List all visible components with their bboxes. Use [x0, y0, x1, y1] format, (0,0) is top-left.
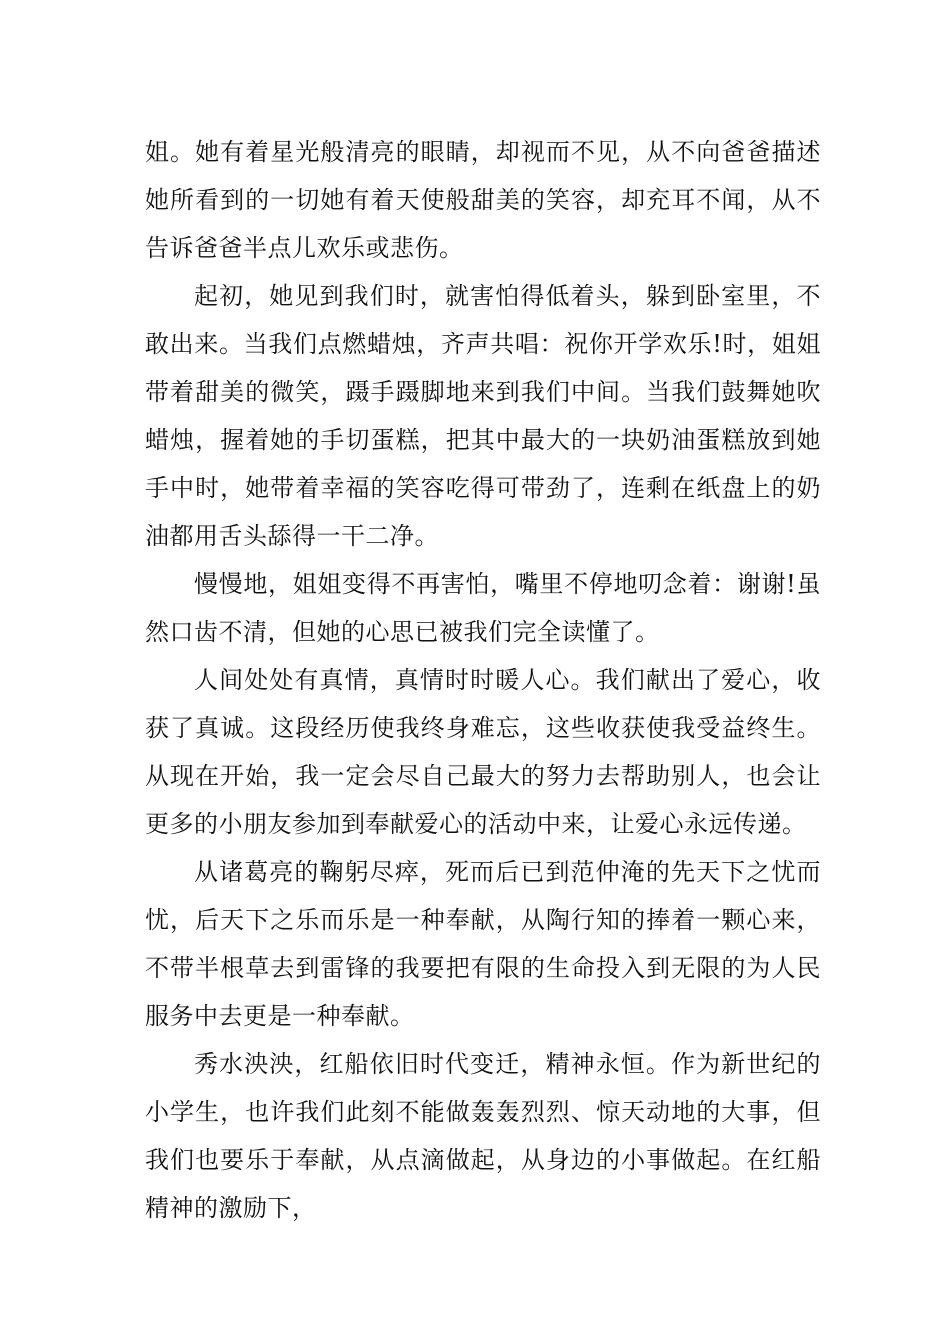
paragraph-dedication-examples: 从诸葛亮的鞠躬尽瘁，死而后已到范仲淹的先天下之忧而忧，后天下之乐而乐是一种奉献，从陶行知的捧着一颗心来，不带半根草去到雷锋的我要把有限的生命投入到无限的为人民服务中去更是一种奉献。	[145, 858, 821, 1030]
paragraph-true-feelings: 人间处处有真情，真情时时暖人心。我们献出了爱心，收获了真诚。这段经历使我终身难忘，这些收获使我受益终生。从现在开始，我一定会尽自己最大的努力去帮助别人，也会让更多的小朋友参加到奉献爱心的活动中来，让爱心永远传递。	[145, 666, 821, 838]
paragraph-thanks: 慢慢地，姐姐变得不再害怕，嘴里不停地叨念着：谢谢!虽然口齿不清，但她的心思已被我们完全读懂了。	[145, 570, 821, 646]
paragraph-continuation: 姐。她有着星光般清亮的眼睛，却视而不见，从不向爸爸描述她所看到的一切她有着天使般甜美的笑容，却充耳不闻，从不告诉爸爸半点儿欢乐或悲伤。	[145, 138, 821, 262]
paragraph-birthday-party: 起初，她见到我们时，就害怕得低着头，躲到卧室里，不敢出来。当我们点燃蜡烛，齐声共唱：祝你开学欢乐!时，姐姐带着甜美的微笑，蹑手蹑脚地来到我们中间。当我们鼓舞她吹蜡烛，握着她的手切蛋糕，把其中最大的一块奶油蛋糕放到她手中时，她带着幸福的笑容吃得可带劲了，连剩在纸盘上的奶油都用舌头舔得一干二净。	[145, 282, 821, 550]
paragraph-red-boat-spirit: 秀水泱泱，红船依旧时代变迁，精神永恒。作为新世纪的小学生，也许我们此刻不能做轰轰烈烈、惊天动地的大事，但我们也要乐于奉献，从点滴做起，从身边的小事做起。在红船精神的激励下，	[145, 1050, 821, 1222]
document-body	[145, 128, 821, 1232]
